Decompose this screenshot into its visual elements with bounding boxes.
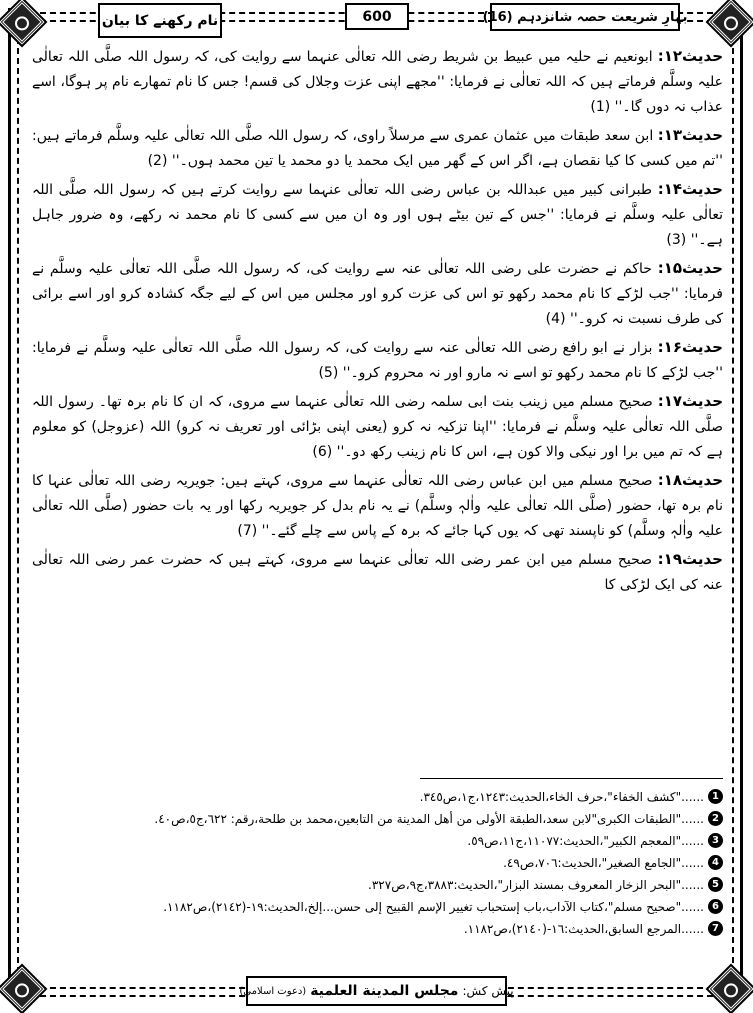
hadith-12 bbox=[32, 44, 723, 120]
hadith-19 bbox=[32, 547, 723, 598]
hadith-label: حدیث۱۸: bbox=[657, 471, 724, 489]
hadith-text: حاکم نے حضرت علی رضی اللہ تعالٰی عنہ سے روایت کی، کہ رسول اللہ صلَّی اللہ تعالٰی علیہ وسلَّم نے فرمایا: ''جب لڑکے کا نام محمد رکھو تو اس کی عزت کرو اور مجلس میں اس کے لیے جگہ کشادہ کرو اور اسے برائی کی طرف نسبت نہ کرو۔'' (4) bbox=[32, 261, 723, 327]
publisher-footer bbox=[239, 976, 514, 1006]
footnote bbox=[32, 808, 723, 830]
hadith-text: طبرانی کبیر میں عبداللہ بن عباس رضی اللہ تعالٰی عنہما سے روایت کرتے ہیں کہ رسول اللہ صلَّی اللہ تعالٰی علیہ وسلَّم نے فرمایا: ''جس کے تین بیٹے ہوں اور وہ ان میں سے کسی کا نام محمد نہ رکھے، وہ ضرور جاہل ہے۔'' (3) bbox=[32, 182, 723, 248]
hadith-label: حدیث۱۲: bbox=[657, 47, 724, 65]
footnotes bbox=[32, 786, 723, 940]
footnote-text: ......"الجامع الصغير"،الحديث:٧٠٦،ص٤٩. bbox=[503, 856, 704, 870]
footnote-text: ......"المعجم الكبير"،الحديث:١١٠٧٧،ج١١،ص٥٩. bbox=[467, 834, 704, 848]
footnote-number: 1 bbox=[708, 789, 723, 804]
footnote bbox=[32, 830, 723, 852]
chapter-title: نام رکھنے کا بیان bbox=[98, 3, 222, 38]
footnote bbox=[32, 896, 723, 918]
hadith-17 bbox=[32, 389, 723, 465]
hadith-label: حدیث۱۳: bbox=[657, 126, 724, 144]
footnote-number: 2 bbox=[708, 811, 723, 826]
hadith-text: صحیح مسلم میں زینب بنت ابی سلمہ رضی اللہ تعالٰی عنہما سے مروی، کہ ان کا نام برہ تھا۔ رسول اللہ صلَّی اللہ تعالٰی علیہ وسلَّم نے فرمایا: ''اپنا تزکیہ نہ کرو (یعنی اپنی بڑائی اور تعریف نہ کرو) اللہ (عزوجل) کو معلوم ہے کہ تم میں برا اور نیکی والا کون ہے، اس کا نام زینب رکھ دو۔'' (6) bbox=[32, 394, 723, 460]
footnote-text: ......"صحيح مسلم"،كتاب الآداب،باب إستحباب تغيير الإسم القبيح إلى حسن...إلخ،الحديث:١٩-(٢١٤٢)،ص١١٨٢. bbox=[163, 900, 704, 914]
footnote-number: 7 bbox=[708, 921, 723, 936]
footnote bbox=[32, 874, 723, 896]
hadith-label: حدیث۱۴: bbox=[657, 180, 723, 198]
footer-prefix: پیش کش: bbox=[462, 984, 514, 998]
hadith-label: حدیث۱۹: bbox=[657, 550, 723, 568]
footer-org: (دعوت اسلامی) bbox=[239, 985, 307, 997]
footnote-number: 3 bbox=[708, 833, 723, 848]
hadith-14 bbox=[32, 177, 723, 253]
hadith-content bbox=[32, 44, 723, 601]
hadith-15 bbox=[32, 256, 723, 332]
hadith-text: ابونعیم نے حلیہ میں عبیط بن شریط رضی اللہ تعالٰی عنہما سے روایت کی، کہ رسول اللہ صلَّی اللہ تعالٰی علیہ وسلَّم فرماتے ہیں کہ اللہ تعالٰی نے فرمایا: ''مجھے اپنی عزت وجلال کی قسم! جس کا نام تمھارے نام پر ہوگا، اسے عذاب نہ دوں گا۔'' (1) bbox=[32, 49, 723, 115]
hadith-13 bbox=[32, 123, 723, 174]
page-number: 600 bbox=[345, 3, 409, 30]
footnote-text: ......"البحر الزخار المعروف بمسند البزار"،الحديث:٣٨٨٣،ج٩،ص٣٢٧. bbox=[368, 878, 704, 892]
hadith-text: صحیح مسلم میں ابن عمر رضی اللہ تعالٰی عنہما سے مروی، کہتے ہیں کہ حضرت عمر رضی اللہ تعالٰی عنہ کی ایک لڑکی کا bbox=[32, 552, 723, 593]
footnote-text: ......"الطبقات الكبرى"لابن سعد،الطبقة الأولى من أهل المدينة من التابعين،محمد بن طلحة،رقم: ٦٢٢،ج٥،ص٤٠. bbox=[154, 812, 704, 826]
hadith-text: صحیح مسلم میں ابن عباس رضی اللہ تعالٰی عنہما سے مروی، کہتے ہیں: جویریہ رضی اللہ تعالٰی عنہا کا نام برہ تھا، حضور (صلَّی اللہ تعالٰی علیہ واٰلہٖ وسلَّم) نے یہ نام بدل کر جویریہ رکھا اور یہ بات حضور (صلَّی اللہ تعالٰی علیہ واٰلہٖ وسلَّم) کو ناپسند تھی کہ یوں کہا جائے کہ برہ کے پاس سے چلے گئے۔'' (7) bbox=[32, 473, 723, 539]
footer-publisher: مجلس المدينة العلمية bbox=[310, 983, 459, 999]
footnote bbox=[32, 786, 723, 808]
hadith-label: حدیث۱۶: bbox=[657, 338, 723, 356]
hadith-text: ابن سعد طبقات میں عثمان عمری سے مرسلاً راوی، کہ رسول اللہ صلَّی اللہ تعالٰی علیہ وسلَّم فرماتے ہیں: ''تم میں کسی کا کیا نقصان ہے، اگر اس کے گھر میں ایک محمد یا دو محمد یا تین محمد ہوں۔'' (2) bbox=[32, 128, 723, 169]
footnote-text: ......"كشف الخفاء"،حرف الخاء،الحديث:١٢٤٣،ج١،ص٣٤٥. bbox=[419, 790, 704, 804]
footnote bbox=[32, 918, 723, 940]
hadith-label: حدیث۱۷: bbox=[657, 392, 724, 410]
book-title: بہارِ شریعت حصہ شانزدہم (16) bbox=[490, 3, 680, 31]
footnote-number: 5 bbox=[708, 877, 723, 892]
footnote-number: 6 bbox=[708, 899, 723, 914]
footnote-number: 4 bbox=[708, 855, 723, 870]
hadith-18 bbox=[32, 468, 723, 544]
footnote-separator bbox=[420, 778, 723, 779]
footnote bbox=[32, 852, 723, 874]
hadith-text: بزار نے ابو رافع رضی اللہ تعالٰی عنہ سے روایت کی، کہ رسول اللہ صلَّی اللہ تعالٰی علیہ وسلَّم نے فرمایا: ''جب لڑکے کا نام محمد رکھو تو اسے نہ مارو اور نہ محروم کرو۔'' (5) bbox=[32, 340, 723, 381]
hadith-label: حدیث۱۵: bbox=[657, 259, 723, 277]
hadith-16 bbox=[32, 335, 723, 386]
footnote-text: ......المرجع السابق،الحديث:١٦-(٢١٤٠)،ص١١٨٢. bbox=[463, 922, 704, 936]
